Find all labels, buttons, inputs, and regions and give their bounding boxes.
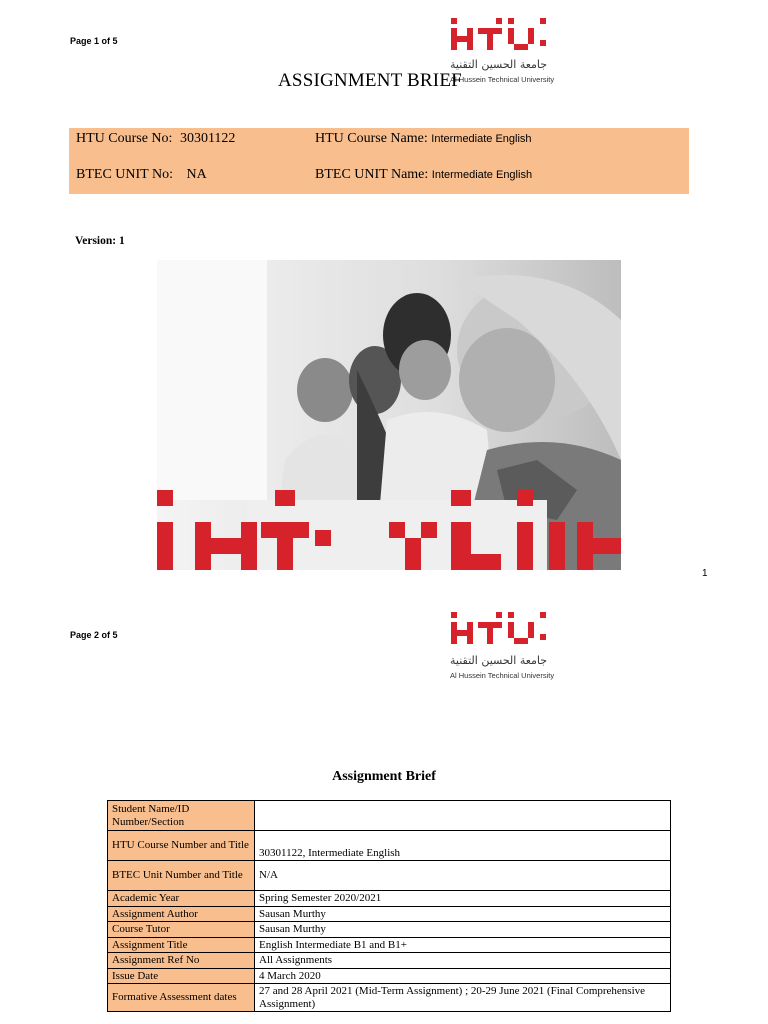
students-photo-illustration [157,260,621,570]
course-info-band [69,128,689,194]
logo-arabic-text-page2: جامعة الحسين التقنية [450,654,548,667]
course-no-value: 30301122 [179,131,236,146]
logo-english-text-page2: Al Hussein Technical University [450,671,555,680]
table-row [108,922,671,938]
course-name-row [315,131,532,147]
logo-english-text: Al Hussein Technical University [450,75,555,84]
logo-arabic-text: جامعة الحسين التقنية [450,58,548,71]
row-value: Sausan Murthy [255,906,671,922]
table-row [108,984,671,1012]
row-value: All Assignments [255,953,671,969]
row-value: Spring Semester 2020/2021 [255,891,671,907]
unit-name-row [315,167,532,183]
row-value: 30301122, Intermediate English [255,831,671,861]
course-name-value: Intermediate English [431,133,532,145]
row-key: Issue Date [108,968,255,984]
unit-name-value: Intermediate English [431,169,533,181]
table-row [108,861,671,891]
row-key: Assignment Author [108,906,255,922]
course-name-label: HTU Course Name: [315,131,428,146]
unit-name-label: BTEC UNIT Name: [315,167,429,182]
table-row [108,953,671,969]
course-no-row [76,131,235,147]
table-row [108,801,671,831]
cover-photo [157,260,621,570]
table-row [108,831,671,861]
row-value: N/A [255,861,671,891]
unit-no-label: BTEC UNIT No: [76,167,173,182]
row-key: Academic Year [108,891,255,907]
table-row [108,906,671,922]
row-value: English Intermediate B1 and B1+ [255,937,671,953]
row-key: BTEC Unit Number and Title [108,861,255,891]
version-label: Version: 1 [75,235,125,247]
unit-no-row [76,167,207,183]
document-title: ASSIGNMENT BRIEF [278,70,462,91]
table-row [108,891,671,907]
page-number-1: 1 [702,568,708,579]
page-label-1: Page 1 of 5 [70,36,118,46]
table-row [108,937,671,953]
htu-logo-mark [448,14,560,58]
page-label-2: Page 2 of 5 [70,630,118,640]
assignment-brief-heading: Assignment Brief [332,769,436,784]
row-value: Sausan Murthy [255,922,671,938]
table-row [108,968,671,984]
htu-logo-mark-page2 [448,608,560,652]
unit-no-value: NA [186,167,207,182]
row-key: Assignment Ref No [108,953,255,969]
row-value [255,801,671,831]
row-key: Course Tutor [108,922,255,938]
row-key: Formative Assessment dates [108,984,255,1012]
row-value: 27 and 28 April 2021 (Mid-Term Assignment) ; 20-29 June 2021 (Final Comprehensive Assignment) [255,984,671,1012]
assignment-brief-table [107,800,671,1012]
row-value: 4 March 2020 [255,968,671,984]
row-key: Assignment Title [108,937,255,953]
htu-logo-page2 [448,608,560,680]
row-key: HTU Course Number and Title [108,831,255,861]
course-no-label: HTU Course No: [76,131,173,146]
row-key: Student Name/ID Number/Section [108,801,255,831]
htu-logo [448,14,560,86]
